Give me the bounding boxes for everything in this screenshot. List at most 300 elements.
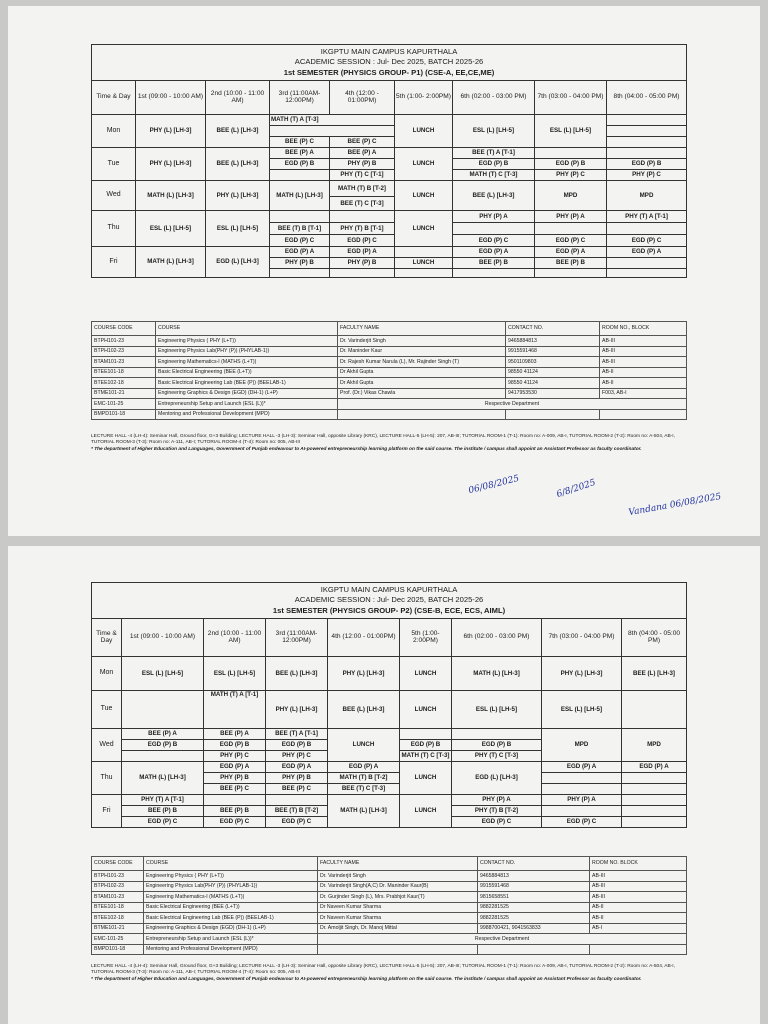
table-row bbox=[92, 357, 687, 368]
lunch-cell: LUNCH bbox=[395, 114, 453, 147]
slot-cell bbox=[270, 210, 330, 222]
slot-cell: MPD bbox=[622, 728, 687, 761]
slot-cell: EGD (P) B bbox=[452, 739, 542, 750]
slot-cell: EGD (P) B bbox=[607, 158, 687, 169]
table-row bbox=[92, 728, 687, 739]
slot-cell: MATH (L) [LH-3] bbox=[122, 761, 204, 794]
slot-cell: BEE (T) A [T-1] bbox=[453, 147, 535, 158]
slot-cell bbox=[204, 794, 266, 805]
course-faculty-table-p1 bbox=[91, 321, 687, 420]
slot-cell bbox=[122, 750, 204, 761]
slot-cell: BEE (P) A bbox=[122, 728, 204, 739]
table-row bbox=[92, 210, 687, 222]
semester-line: 1st SEMESTER (PHYSICS GROUP- P1) (CSE-A, EE,CE,ME) bbox=[283, 67, 495, 77]
slot-cell: EGD (P) B bbox=[266, 739, 328, 750]
course-code-cell: BTAM101-23 bbox=[92, 892, 144, 903]
course-contact-cell: 9815658551 bbox=[478, 892, 590, 903]
day-thu: Thu bbox=[92, 210, 136, 246]
course-room-cell bbox=[590, 944, 687, 955]
slot-cell: EGD (P) A bbox=[535, 246, 607, 257]
col-header-6th: 6th (02:00 - 03:00 PM) bbox=[452, 618, 542, 656]
slot-cell: BEE (T) C [T-3] bbox=[330, 196, 395, 210]
slot-cell: PHY (P) A bbox=[453, 210, 535, 222]
slot-cell: MATH (T) C [T-3] bbox=[453, 169, 535, 180]
slot-cell: EGD (P) C bbox=[453, 234, 535, 246]
slot-cell: EGD (P) A bbox=[453, 246, 535, 257]
slot-cell bbox=[607, 114, 687, 125]
day-tue: Tue bbox=[92, 690, 122, 728]
slot-cell bbox=[266, 794, 328, 805]
course-faculty-cell: Respective Department bbox=[338, 399, 687, 410]
col-header-7th: 7th (03:00 - 04:00 PM) bbox=[535, 80, 607, 114]
slot-cell bbox=[535, 268, 607, 277]
slot-cell: BEE (L) [LH-3] bbox=[453, 180, 535, 210]
col-header-2nd: 2nd (10:00 - 11:00 AM) bbox=[206, 80, 270, 114]
slot-cell bbox=[535, 147, 607, 158]
slot-cell: MATH (T) B [T-2] bbox=[330, 180, 395, 196]
slot-cell: PHY (P) A bbox=[535, 210, 607, 222]
slot-cell: PHY (T) C [T-3] bbox=[452, 750, 542, 761]
course-code-cell: BTAM101-23 bbox=[92, 357, 156, 368]
course-course-cell: Basic Electrical Engineering (BEE (L+T)) bbox=[144, 902, 318, 913]
course-faculty-cell bbox=[318, 944, 478, 955]
day-fri: Fri bbox=[92, 246, 136, 277]
course-code-cell: EMC-101-25 bbox=[92, 934, 144, 945]
day-wed: Wed bbox=[92, 728, 122, 761]
course-contact-cell: 9465884813 bbox=[478, 871, 590, 882]
course-faculty-cell: Dr. Gurjinder Singh (L), Mrs. Prabhjot Kaur(T) bbox=[318, 892, 478, 903]
course-room-cell: AB-II bbox=[600, 367, 687, 378]
course-code-cell: BTME101-21 bbox=[92, 388, 156, 399]
course-course-cell: Entrepreneurship Setup and Launch (ESL (L))* bbox=[156, 399, 338, 410]
slot-cell: EGD (P) C bbox=[270, 234, 330, 246]
slot-cell bbox=[535, 222, 607, 234]
slot-cell: PHY (P) B bbox=[204, 772, 266, 783]
slot-cell: ESL (L) [LH-5] bbox=[535, 114, 607, 147]
slot-cell: PHY (P) A bbox=[452, 794, 542, 805]
table-row bbox=[92, 881, 687, 892]
col-header-time-day: Time & Day bbox=[92, 80, 136, 114]
col-header-4th: 4th (12:00 - 01:00PM) bbox=[330, 80, 395, 114]
lunch-cell: LUNCH bbox=[395, 147, 453, 180]
course-faculty-cell: Respective Department bbox=[318, 934, 687, 945]
slot-cell bbox=[270, 125, 395, 136]
timetable-p1 bbox=[91, 44, 687, 278]
col-header-course: COURSE bbox=[144, 857, 318, 871]
table-row bbox=[92, 399, 687, 410]
slot-cell: PHY (P) C bbox=[535, 169, 607, 180]
col-header-4th: 4th (12:00 - 01:00PM) bbox=[328, 618, 400, 656]
course-room-cell bbox=[600, 409, 687, 420]
slot-cell: PHY (T) B [T-1] bbox=[330, 222, 395, 234]
col-header-course-code: COURSE CODE bbox=[92, 857, 144, 871]
slot-cell: BEE (P) C bbox=[204, 783, 266, 794]
department-note: * The department of Higher Education and Languages, Government of Punjab endeavour to AI-powered entrepreneurship learning platform on the said course. The institute / campus shall appoint an Assistant Professor as faculty coordinator. bbox=[91, 976, 642, 982]
course-contact-cell: 9882281525 bbox=[478, 902, 590, 913]
header-row bbox=[92, 618, 687, 656]
slot-cell: BEE (P) B bbox=[535, 257, 607, 268]
semester-line: 1st SEMESTER (PHYSICS GROUP- P2) (CSE-B, ECE, ECS, AIML) bbox=[272, 605, 506, 615]
col-header-5th: 5th (1:00- 2:00PM) bbox=[395, 80, 453, 114]
day-tue: Tue bbox=[92, 147, 136, 180]
slot-cell: EGD (P) C bbox=[330, 234, 395, 246]
course-contact-cell: 98550 41124 bbox=[506, 378, 600, 389]
col-header-room: ROOM NO., BLOCK bbox=[600, 322, 687, 336]
slot-cell: BEE (L) [LH-3] bbox=[622, 656, 687, 690]
slot-cell: EGD (P) A bbox=[266, 761, 328, 772]
table-row bbox=[92, 346, 687, 357]
table-row bbox=[92, 923, 687, 934]
slot-cell: BEE (P) C bbox=[270, 136, 330, 147]
course-room-cell: AB-III bbox=[600, 357, 687, 368]
slot-cell bbox=[607, 222, 687, 234]
course-faculty-cell: Dr Naveen Kumar Sharma bbox=[318, 913, 478, 924]
course-code-cell: BTEE101-18 bbox=[92, 902, 144, 913]
slot-cell: EGD (P) C bbox=[266, 816, 328, 827]
course-room-cell: AB-III bbox=[600, 346, 687, 357]
table-header-row bbox=[92, 322, 687, 336]
col-header-faculty: FACULTY NAME bbox=[318, 857, 478, 871]
slot-cell: PHY (T) C [T-1] bbox=[330, 169, 395, 180]
slot-cell bbox=[622, 805, 687, 816]
slot-cell: MATH (L) [LH-3] bbox=[270, 180, 330, 210]
course-code-cell: BMPD101-18 bbox=[92, 409, 156, 420]
timetable-p2 bbox=[91, 582, 687, 828]
course-faculty-cell: Dr. Amoljit Singh, Dr. Manoj Mittal bbox=[318, 923, 478, 934]
slot-cell: EGD (L) [LH-3] bbox=[452, 761, 542, 794]
course-contact-cell bbox=[478, 944, 590, 955]
table-row bbox=[92, 367, 687, 378]
slot-cell: EGD (P) C bbox=[535, 234, 607, 246]
course-contact-cell: 9915591468 bbox=[478, 881, 590, 892]
slot-cell bbox=[607, 257, 687, 268]
course-contact-cell: 9882281525 bbox=[478, 913, 590, 924]
signature-2: 6/8/2025 bbox=[555, 477, 597, 501]
lecture-hall-note: LECTURE HALL -4 (LH-4): Seminar Hall, Ground floor, G+3 Building; LECTURE HALL -3 (LH-3): Seminar Hall, opposite Library (KRC), LECTURE HALL-5 (LH-5): 207, AB-III; TUTORIAL ROOM-1 (T-1): Room no: A-009, AB-I, TUTORIAL ROOM-2 (T-2): Room no: A-504, AB-I, TUTORIAL ROOM-3 (T-3): Room no: A-111, AB-I; TUTORIAL ROOM-4 (T-4): Room no: 005, AB-III bbox=[91, 964, 675, 976]
slot-cell: BEE (P) B bbox=[204, 805, 266, 816]
slot-cell: PHY (L) [LH-3] bbox=[266, 690, 328, 728]
signature-3: Vandana 06/08/2025 bbox=[627, 491, 723, 519]
slot-cell bbox=[395, 246, 453, 257]
slot-cell: EGD (P) A bbox=[607, 246, 687, 257]
slot-cell bbox=[542, 772, 622, 783]
table-row bbox=[92, 147, 687, 158]
slot-cell: EGD (P) A bbox=[204, 761, 266, 772]
course-course-cell: Mentoring and Professional Development (MPD) bbox=[156, 409, 338, 420]
lunch-cell: LUNCH bbox=[395, 210, 453, 246]
slot-cell bbox=[270, 169, 330, 180]
slot-cell: EGD (P) A bbox=[330, 246, 395, 257]
slot-cell bbox=[452, 728, 542, 739]
slot-cell: BEE (P) A bbox=[270, 147, 330, 158]
slot-cell: EGD (P) A bbox=[328, 761, 400, 772]
slot-cell: PHY (P) A bbox=[542, 794, 622, 805]
slot-cell bbox=[622, 794, 687, 805]
course-code-cell: BTEE101-18 bbox=[92, 367, 156, 378]
slot-cell: PHY (T) A [T-1] bbox=[122, 794, 204, 805]
slot-cell: MPD bbox=[535, 180, 607, 210]
slot-cell: BEE (T) B [T-1] bbox=[270, 222, 330, 234]
col-header-contact: CONTACT NO. bbox=[478, 857, 590, 871]
day-mon: Mon bbox=[92, 656, 122, 690]
slot-cell: ESL (L) [LH-5] bbox=[453, 114, 535, 147]
course-contact-cell bbox=[506, 409, 600, 420]
slot-cell: ESL (L) [LH-5] bbox=[136, 210, 206, 246]
col-header-1st: 1st (09:00 - 10:00 AM) bbox=[122, 618, 204, 656]
lunch-cell: LUNCH bbox=[400, 794, 452, 827]
slot-cell: BEE (T) B [T-2] bbox=[266, 805, 328, 816]
slot-cell: MATH (T) A [T-3] bbox=[270, 114, 395, 125]
campus-name: IKGPTU MAIN CAMPUS KAPURTHALA bbox=[320, 47, 458, 56]
table-row bbox=[92, 794, 687, 805]
session-line: ACADEMIC SESSION : Jul- Dec 2025, BATCH 2025-26 bbox=[294, 595, 484, 605]
col-header-3rd: 3rd (11:00AM- 12:00PM) bbox=[266, 618, 328, 656]
slot-cell: BEE (P) C bbox=[330, 136, 395, 147]
slot-cell bbox=[542, 783, 622, 794]
col-header-8th: 8th (04:00 - 05:00 PM) bbox=[622, 618, 687, 656]
slot-cell: ESL (L) [LH-5] bbox=[122, 656, 204, 690]
course-room-cell: AB-II bbox=[590, 913, 687, 924]
notes-p1 bbox=[91, 434, 691, 453]
slot-cell: EGD (P) C bbox=[122, 816, 204, 827]
slot-cell: MATH (L) [LH-3] bbox=[136, 246, 206, 277]
slot-cell: MATH (T) A [T-1] bbox=[204, 690, 266, 728]
course-course-cell: Engineering Graphics & Design (EGD) (DH-1) (L+P) bbox=[156, 388, 338, 399]
course-faculty-cell: Dr. Varinderjit Singh(A,C) Dr. Maninder Kaur(B) bbox=[318, 881, 478, 892]
slot-cell bbox=[607, 136, 687, 147]
slot-cell: ESL (L) [LH-5] bbox=[542, 690, 622, 728]
slot-cell bbox=[607, 268, 687, 277]
slot-cell: PHY (L) [LH-3] bbox=[328, 656, 400, 690]
table-row bbox=[92, 378, 687, 389]
slot-cell bbox=[607, 147, 687, 158]
day-fri: Fri bbox=[92, 794, 122, 827]
timetable-title bbox=[92, 583, 687, 619]
course-faculty-cell: Dr. Maninder Kaur bbox=[338, 346, 506, 357]
day-wed: Wed bbox=[92, 180, 136, 210]
slot-cell: BEE (L) [LH-3] bbox=[328, 690, 400, 728]
table-row bbox=[92, 913, 687, 924]
course-room-cell: AB-III bbox=[590, 881, 687, 892]
header-row bbox=[92, 80, 687, 114]
col-header-course-code: COURSE CODE bbox=[92, 322, 156, 336]
course-contact-cell: 9988700421, 9041563833 bbox=[478, 923, 590, 934]
slot-cell: EGD (P) A bbox=[270, 246, 330, 257]
lunch-cell: LUNCH bbox=[395, 180, 453, 210]
course-code-cell: EMC-101-25 bbox=[92, 399, 156, 410]
table-row bbox=[92, 944, 687, 955]
course-contact-cell: 9417953530 bbox=[506, 388, 600, 399]
slot-cell bbox=[607, 125, 687, 136]
slot-cell: EGD (P) A bbox=[622, 761, 687, 772]
col-header-5th: 5th (1:00-2:00PM) bbox=[400, 618, 452, 656]
slot-cell: BEE (L) [LH-3] bbox=[206, 147, 270, 180]
course-code-cell: BTPH102-23 bbox=[92, 346, 156, 357]
slot-cell: BEE (P) A bbox=[204, 728, 266, 739]
table-row bbox=[92, 892, 687, 903]
slot-cell: EGD (P) C bbox=[452, 816, 542, 827]
slot-cell bbox=[622, 816, 687, 827]
lunch-cell: LUNCH bbox=[400, 656, 452, 690]
course-contact-cell: 9501109803 bbox=[506, 357, 600, 368]
lecture-hall-note: LECTURE HALL -4 (LH-4): Seminar Hall, Ground floor, G+3 Building; LECTURE HALL -3 (LH-3): Seminar Hall, opposite Library (KRC), LECTURE HALL-5 (LH-5): 207, AB-III; TUTORIAL ROOM-1 (T-1): Room no: A-009, AB-I, TUTORIAL ROOM-2 (T-2): Room no: A-504, AB-I, TUTORIAL ROOM-3 (T-3): Room no: A-111, AB-I; TUTORIAL ROOM-4 (T-4): Room no: 005, AB-III bbox=[91, 434, 675, 446]
slot-cell: ESL (L) [LH-5] bbox=[204, 656, 266, 690]
table-row bbox=[92, 934, 687, 945]
slot-cell: MATH (T) B [T-2] bbox=[328, 772, 400, 783]
department-note: * The department of Higher Education and Languages, Government of Punjab endeavour to AI-powered entrepreneurship learning platform on the said course. The institute / campus shall appoint an Assistant Professor as faculty coordinator. bbox=[91, 446, 642, 452]
timetable-title bbox=[92, 45, 687, 81]
table-row bbox=[92, 180, 687, 196]
course-room-cell: AB-I bbox=[590, 923, 687, 934]
course-course-cell: Engineering Physics ( PHY (L+T)) bbox=[144, 871, 318, 882]
slot-cell: BEE (T) A [T-1] bbox=[266, 728, 328, 739]
slot-cell bbox=[622, 690, 687, 728]
slot-cell bbox=[453, 222, 535, 234]
course-course-cell: Engineering Physics ( PHY (L+T)) bbox=[156, 336, 338, 347]
slot-cell: EGD (P) B bbox=[270, 158, 330, 169]
col-header-7th: 7th (03:00 - 04:00 PM) bbox=[542, 618, 622, 656]
slot-cell: EGD (P) C bbox=[542, 816, 622, 827]
slot-cell bbox=[330, 210, 395, 222]
course-contact-cell: 9465884813 bbox=[506, 336, 600, 347]
course-course-cell: Engineering Physics Lab(PHY (P)) (PHYLAB-1)) bbox=[156, 346, 338, 357]
slot-cell bbox=[622, 772, 687, 783]
timetable-sheet-p1 bbox=[8, 6, 760, 536]
slot-cell: PHY (L) [LH-3] bbox=[136, 147, 206, 180]
day-mon: Mon bbox=[92, 114, 136, 147]
table-row bbox=[92, 409, 687, 420]
slot-cell: PHY (T) B [T-2] bbox=[452, 805, 542, 816]
slot-cell: BEE (L) [LH-3] bbox=[266, 656, 328, 690]
course-faculty-cell: Dr. Varinderjit Singh bbox=[318, 871, 478, 882]
col-header-time-day: Time & Day bbox=[92, 618, 122, 656]
course-code-cell: BTEE102-18 bbox=[92, 913, 144, 924]
course-faculty-cell: Dr. Rajesh Kumar Narula (L), Mr. Rajinder Singh (T) bbox=[338, 357, 506, 368]
course-faculty-cell: Dr Naveen Kumar Sharma bbox=[318, 902, 478, 913]
col-header-8th: 8th (04:00 - 05:00 PM) bbox=[607, 80, 687, 114]
slot-cell: EGD (P) A bbox=[542, 761, 622, 772]
course-room-cell: F003, AB-I bbox=[600, 388, 687, 399]
course-course-cell: Engineering Mathematics-I (MATHS (L+T)) bbox=[144, 892, 318, 903]
table-row bbox=[92, 246, 687, 257]
slot-cell: PHY (T) A [T-1] bbox=[607, 210, 687, 222]
slot-cell: EGD (P) C bbox=[607, 234, 687, 246]
course-code-cell: BMPD101-18 bbox=[92, 944, 144, 955]
course-course-cell: Engineering Mathematics-I (MATHS (L+T)) bbox=[156, 357, 338, 368]
slot-cell: PHY (P) C bbox=[266, 750, 328, 761]
course-contact-cell: 9915591468 bbox=[506, 346, 600, 357]
course-course-cell: Basic Electrical Engineering Lab (BEE (P)) (BEELAB-1) bbox=[144, 913, 318, 924]
slot-cell: EGD (P) B bbox=[122, 739, 204, 750]
table-row bbox=[92, 388, 687, 399]
slot-cell: EGD (P) B bbox=[400, 739, 452, 750]
slot-cell bbox=[395, 268, 453, 277]
course-course-cell: Engineering Physics Lab(PHY (P)) (PHYLAB-1)) bbox=[144, 881, 318, 892]
session-line: ACADEMIC SESSION : Jul- Dec 2025, BATCH 2025-26 bbox=[294, 57, 484, 67]
notes-p2 bbox=[91, 964, 691, 983]
course-faculty-cell bbox=[338, 409, 506, 420]
slot-cell: EGD (P) C bbox=[204, 816, 266, 827]
slot-cell: MPD bbox=[542, 728, 622, 761]
slot-cell: PHY (L) [LH-3] bbox=[542, 656, 622, 690]
col-header-2nd: 2nd (10:00 - 11:00 AM) bbox=[204, 618, 266, 656]
table-header-row bbox=[92, 857, 687, 871]
slot-cell: PHY (P) B bbox=[266, 772, 328, 783]
slot-cell: MATH (T) C [T-3] bbox=[400, 750, 452, 761]
course-faculty-cell: Dr Akhil Gupta bbox=[338, 367, 506, 378]
slot-cell: BEE (T) C [T-3] bbox=[328, 783, 400, 794]
col-header-course: COURSE bbox=[156, 322, 338, 336]
col-header-faculty: FACULTY NAME bbox=[338, 322, 506, 336]
slot-cell: BEE (L) [LH-3] bbox=[206, 114, 270, 147]
course-code-cell: BTPH102-23 bbox=[92, 881, 144, 892]
col-header-contact: CONTACT NO. bbox=[506, 322, 600, 336]
slot-cell bbox=[453, 268, 535, 277]
col-header-1st: 1st (09:00 - 10:00 AM) bbox=[136, 80, 206, 114]
course-room-cell: AB-III bbox=[590, 892, 687, 903]
course-code-cell: BTME101-21 bbox=[92, 923, 144, 934]
course-code-cell: BTEE102-18 bbox=[92, 378, 156, 389]
course-course-cell: Mentoring and Professional Development (MPD) bbox=[144, 944, 318, 955]
slot-cell: PHY (P) C bbox=[204, 750, 266, 761]
slot-cell: BEE (P) B bbox=[453, 257, 535, 268]
course-contact-cell: 98550 41124 bbox=[506, 367, 600, 378]
table-row bbox=[92, 690, 687, 728]
slot-cell: EGD (P) B bbox=[453, 158, 535, 169]
timetable-sheet-p2 bbox=[8, 546, 760, 1024]
slot-cell: MPD bbox=[607, 180, 687, 210]
course-code-cell: BTPH101-23 bbox=[92, 871, 144, 882]
course-course-cell: Basic Electrical Engineering Lab (BEE (P)) (BEELAB-1) bbox=[156, 378, 338, 389]
slot-cell: PHY (P) B bbox=[270, 257, 330, 268]
slot-cell: ESL (L) [LH-5] bbox=[206, 210, 270, 246]
course-course-cell: Entrepreneurship Setup and Launch (ESL (L))* bbox=[144, 934, 318, 945]
course-faculty-cell: Prof. (Dr.) Vikas Chawla bbox=[338, 388, 506, 399]
slot-cell: BEE (P) B bbox=[122, 805, 204, 816]
course-faculty-table-p2 bbox=[91, 856, 687, 955]
course-room-cell: AB-II bbox=[600, 378, 687, 389]
col-header-3rd: 3rd (11:00AM- 12:00PM) bbox=[270, 80, 330, 114]
table-row bbox=[92, 656, 687, 690]
slot-cell: PHY (P) B bbox=[330, 158, 395, 169]
campus-name: IKGPTU MAIN CAMPUS KAPURTHALA bbox=[320, 585, 458, 594]
course-room-cell: AB-II bbox=[590, 902, 687, 913]
slot-cell: BEE (P) C bbox=[266, 783, 328, 794]
course-code-cell: BTPH101-23 bbox=[92, 336, 156, 347]
table-row bbox=[92, 761, 687, 772]
lunch-cell: LUNCH bbox=[328, 728, 400, 761]
signature-1: 06/08/2025 bbox=[467, 473, 521, 497]
course-room-cell: AB-III bbox=[600, 336, 687, 347]
lunch-cell: LUNCH bbox=[395, 257, 453, 268]
lunch-cell: LUNCH bbox=[400, 761, 452, 794]
slot-cell bbox=[122, 690, 204, 728]
slot-cell: BEE (P) A bbox=[330, 147, 395, 158]
table-row bbox=[92, 902, 687, 913]
slot-cell: MATH (L) [LH-3] bbox=[452, 656, 542, 690]
slot-cell bbox=[542, 805, 622, 816]
slot-cell: EGD (P) B bbox=[535, 158, 607, 169]
lunch-cell: LUNCH bbox=[400, 690, 452, 728]
slot-cell bbox=[330, 268, 395, 277]
col-header-6th: 6th (02:00 - 03:00 PM) bbox=[453, 80, 535, 114]
slot-cell: PHY (P) B bbox=[330, 257, 395, 268]
course-room-cell: AB-III bbox=[590, 871, 687, 882]
table-row bbox=[92, 871, 687, 882]
slot-cell: PHY (L) [LH-3] bbox=[206, 180, 270, 210]
day-thu: Thu bbox=[92, 761, 122, 794]
slot-cell bbox=[400, 728, 452, 739]
